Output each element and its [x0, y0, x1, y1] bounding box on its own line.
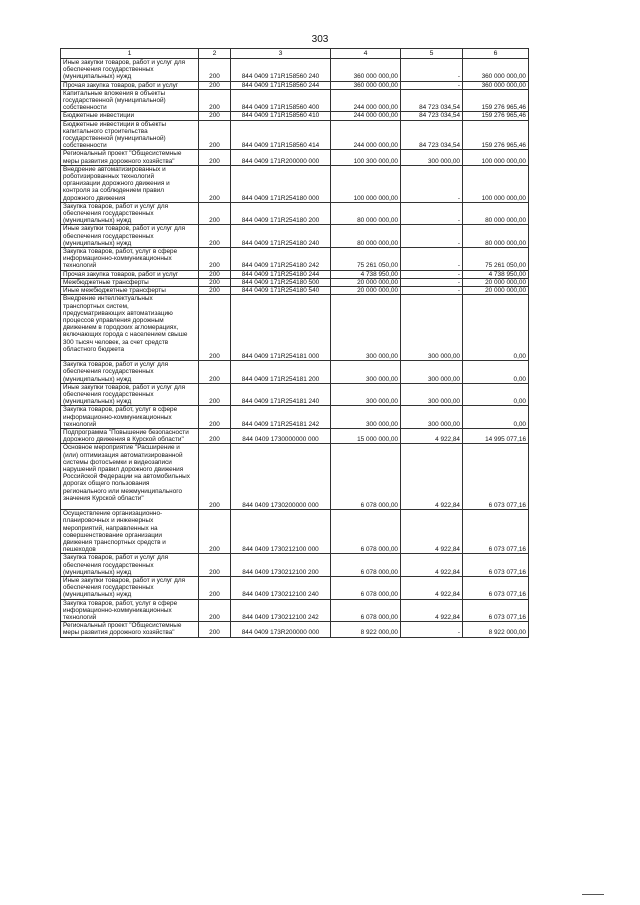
row-code-cell: 200 [199, 225, 231, 248]
unexecuted-amount-cell: 0,00 [463, 295, 529, 361]
classification-code-cell: 844 0409 171R254181 000 [231, 295, 331, 361]
approved-amount-cell: 80 000 000,00 [331, 225, 401, 248]
row-code-cell: 200 [199, 89, 231, 112]
row-code-cell: 200 [199, 361, 231, 384]
table-row [61, 287, 529, 295]
table-row [61, 81, 529, 89]
row-name-cell: Иные закупки товаров, работ и услуг для обеспечения государственных (муниципальных) нужд [61, 59, 199, 82]
row-name-cell: Иные межбюджетные трансферты [61, 287, 199, 295]
unexecuted-amount-cell: 159 276 965,46 [463, 89, 529, 112]
row-code-cell: 200 [199, 383, 231, 406]
row-code-cell: 200 [199, 599, 231, 622]
row-code-cell: 200 [199, 510, 231, 554]
unexecuted-amount-cell: 0,00 [463, 383, 529, 406]
row-code-cell: 200 [199, 112, 231, 120]
unexecuted-amount-cell: 20 000 000,00 [463, 287, 529, 295]
executed-amount-cell: - [401, 202, 463, 225]
approved-amount-cell: 6 078 000,00 [331, 554, 401, 577]
classification-code-cell: 844 0409 171R254181 242 [231, 406, 331, 429]
row-code-cell: 200 [199, 248, 231, 271]
unexecuted-amount-cell: 360 000 000,00 [463, 59, 529, 82]
row-name-cell: Закупка товаров, работ, услуг в сфере информационно-коммуникационных технологий [61, 599, 199, 622]
row-name-cell: Межбюджетные трансферты [61, 278, 199, 286]
row-name-cell: Капитальные вложения в объекты государственной (муниципальной) собственности [61, 89, 199, 112]
unexecuted-amount-cell: 0,00 [463, 406, 529, 429]
executed-amount-cell: 84 723 034,54 [401, 112, 463, 120]
unexecuted-amount-cell: 14 995 077,16 [463, 428, 529, 443]
row-name-cell: Иные закупки товаров, работ и услуг для обеспечения государственных (муниципальных) нужд [61, 383, 199, 406]
row-code-cell: 200 [199, 270, 231, 278]
table-row [61, 295, 529, 361]
row-code-cell: 200 [199, 287, 231, 295]
column-header: 3 [231, 49, 331, 59]
row-name-cell: Закупка товаров, работ и услуг для обеспечения государственных (муниципальных) нужд [61, 202, 199, 225]
approved-amount-cell: 6 078 000,00 [331, 510, 401, 554]
approved-amount-cell: 300 000,00 [331, 383, 401, 406]
executed-amount-cell: 300 000,00 [401, 150, 463, 165]
row-code-cell: 200 [199, 202, 231, 225]
table-header-row [61, 49, 529, 59]
classification-code-cell: 844 0409 1730212100 000 [231, 510, 331, 554]
executed-amount-cell: 300 000,00 [401, 295, 463, 361]
column-header: 2 [199, 49, 231, 59]
executed-amount-cell: 300 000,00 [401, 383, 463, 406]
table-row [61, 165, 529, 202]
classification-code-cell: 844 0409 171R158560 400 [231, 89, 331, 112]
executed-amount-cell: 4 922,84 [401, 510, 463, 554]
unexecuted-amount-cell: 4 738 950,00 [463, 270, 529, 278]
approved-amount-cell: 100 000 000,00 [331, 165, 401, 202]
table-row [61, 510, 529, 554]
row-code-cell: 200 [199, 81, 231, 89]
classification-code-cell: 844 0409 171R254181 200 [231, 361, 331, 384]
unexecuted-amount-cell: 8 922 000,00 [463, 622, 529, 637]
executed-amount-cell: - [401, 59, 463, 82]
classification-code-cell: 844 0409 1730000000 000 [231, 428, 331, 443]
approved-amount-cell: 360 000 000,00 [331, 81, 401, 89]
row-code-cell: 200 [199, 150, 231, 165]
row-code-cell: 200 [199, 295, 231, 361]
table-row [61, 59, 529, 82]
classification-code-cell: 844 0409 171R158560 410 [231, 112, 331, 120]
table-row [61, 225, 529, 248]
executed-amount-cell: 84 723 034,54 [401, 89, 463, 112]
row-code-cell: 200 [199, 428, 231, 443]
table-row [61, 383, 529, 406]
classification-code-cell: 844 0409 171R254180 500 [231, 278, 331, 286]
executed-amount-cell: - [401, 248, 463, 271]
row-name-cell: Иные закупки товаров, работ и услуг для обеспечения государственных (муниципальных) нужд [61, 225, 199, 248]
classification-code-cell: 844 0409 171R200000 000 [231, 150, 331, 165]
executed-amount-cell: 4 922,84 [401, 444, 463, 510]
column-header: 1 [61, 49, 199, 59]
unexecuted-amount-cell: 360 000 000,00 [463, 81, 529, 89]
unexecuted-amount-cell: 159 276 965,46 [463, 112, 529, 120]
table-row [61, 444, 529, 510]
approved-amount-cell: 300 000,00 [331, 406, 401, 429]
classification-code-cell: 844 0409 171R158560 414 [231, 120, 331, 150]
row-name-cell: Бюджетные инвестиции в объекты капитального строительства государственной (муниципальной) собственности [61, 120, 199, 150]
classification-code-cell: 844 0409 171R254180 000 [231, 165, 331, 202]
classification-code-cell: 844 0409 171R254180 244 [231, 270, 331, 278]
table-row [61, 248, 529, 271]
table-row [61, 120, 529, 150]
approved-amount-cell: 100 300 000,00 [331, 150, 401, 165]
row-code-cell: 200 [199, 622, 231, 637]
row-name-cell: Региональный проект "Общесистемные меры развития дорожного хозяйства" [61, 150, 199, 165]
approved-amount-cell: 6 078 000,00 [331, 577, 401, 600]
unexecuted-amount-cell: 80 000 000,00 [463, 202, 529, 225]
executed-amount-cell: 4 922,84 [401, 554, 463, 577]
unexecuted-amount-cell: 6 073 077,16 [463, 554, 529, 577]
executed-amount-cell: - [401, 278, 463, 286]
row-code-cell: 200 [199, 554, 231, 577]
classification-code-cell: 844 0409 1730212100 240 [231, 577, 331, 600]
row-code-cell: 200 [199, 120, 231, 150]
classification-code-cell: 844 0409 1730212100 200 [231, 554, 331, 577]
row-name-cell: Бюджетные инвестиции [61, 112, 199, 120]
executed-amount-cell: 300 000,00 [401, 406, 463, 429]
executed-amount-cell: 4 922,84 [401, 577, 463, 600]
table-row [61, 202, 529, 225]
table-row [61, 599, 529, 622]
classification-code-cell: 844 0409 1730200000 000 [231, 444, 331, 510]
row-name-cell: Закупка товаров, работ, услуг в сфере информационно-коммуникационных технологий [61, 248, 199, 271]
executed-amount-cell: - [401, 622, 463, 637]
classification-code-cell: 844 0409 171R158560 244 [231, 81, 331, 89]
page-number: 303 [311, 34, 329, 45]
row-code-cell: 200 [199, 59, 231, 82]
executed-amount-cell: - [401, 287, 463, 295]
executed-amount-cell: - [401, 165, 463, 202]
classification-code-cell: 844 0409 171R254180 540 [231, 287, 331, 295]
executed-amount-cell: 4 922,84 [401, 599, 463, 622]
table-row [61, 577, 529, 600]
table-row [61, 361, 529, 384]
approved-amount-cell: 6 078 000,00 [331, 599, 401, 622]
approved-amount-cell: 4 738 950,00 [331, 270, 401, 278]
classification-code-cell: 844 0409 171R254181 240 [231, 383, 331, 406]
classification-code-cell: 844 0409 171R254180 200 [231, 202, 331, 225]
approved-amount-cell: 8 922 000,00 [331, 622, 401, 637]
row-name-cell: Основное мероприятие "Расширение и (или) оптимизация автоматизированной системы фотосъемки и видеозаписи нарушений правил дорожного движения Российской Федерации на автомобильных дорогах общего пользования регионального или межмуниципального значения Курской области" [61, 444, 199, 510]
classification-code-cell: 844 0409 1730212100 242 [231, 599, 331, 622]
approved-amount-cell: 80 000 000,00 [331, 202, 401, 225]
approved-amount-cell: 300 000,00 [331, 295, 401, 361]
approved-amount-cell: 20 000 000,00 [331, 287, 401, 295]
table-row [61, 554, 529, 577]
column-header: 4 [331, 49, 401, 59]
table-row [61, 406, 529, 429]
approved-amount-cell: 15 000 000,00 [331, 428, 401, 443]
row-code-cell: 200 [199, 444, 231, 510]
table-body [61, 59, 529, 638]
column-header: 5 [401, 49, 463, 59]
row-name-cell: Осуществление организационно- планировочных и инженерных мероприятий, направленных на совершенствование организации движения транспортных средств и пешеходов [61, 510, 199, 554]
unexecuted-amount-cell: 159 276 965,46 [463, 120, 529, 150]
executed-amount-cell: 84 723 034,54 [401, 120, 463, 150]
table-row [61, 89, 529, 112]
row-code-cell: 200 [199, 165, 231, 202]
row-name-cell: Подпрограмма "Повышение безопасности дорожного движения в Курской области" [61, 428, 199, 443]
approved-amount-cell: 360 000 000,00 [331, 59, 401, 82]
unexecuted-amount-cell: 0,00 [463, 361, 529, 384]
table-row [61, 278, 529, 286]
row-name-cell: Прочая закупка товаров, работ и услуг [61, 270, 199, 278]
table-row [61, 112, 529, 120]
approved-amount-cell: 244 000 000,00 [331, 89, 401, 112]
classification-code-cell: 844 0409 173R200000 000 [231, 622, 331, 637]
row-name-cell: Иные закупки товаров, работ и услуг для обеспечения государственных (муниципальных) нужд [61, 577, 199, 600]
approved-amount-cell: 75 261 050,00 [331, 248, 401, 271]
unexecuted-amount-cell: 6 073 077,16 [463, 444, 529, 510]
row-name-cell: Внедрение интеллектуальных транспортных систем, предусматривающих автоматизацию процессов управления дорожным движением в городских агломерациях, включающих города с населением свыше 300 тысяч человек, за счет средств областного бюджета [61, 295, 199, 361]
row-name-cell: Закупка товаров, работ и услуг для обеспечения государственных (муниципальных) нужд [61, 554, 199, 577]
approved-amount-cell: 300 000,00 [331, 361, 401, 384]
classification-code-cell: 844 0409 171R254180 242 [231, 248, 331, 271]
approved-amount-cell: 6 078 000,00 [331, 444, 401, 510]
row-name-cell: Внедрение автоматизированных и роботизированных технологий организации дорожного движения и контроля за соблюдением правил дорожного движения [61, 165, 199, 202]
table-row [61, 428, 529, 443]
executed-amount-cell: - [401, 81, 463, 89]
row-name-cell: Закупка товаров, работ, услуг в сфере информационно-коммуникационных технологий [61, 406, 199, 429]
table-row [61, 150, 529, 165]
row-code-cell: 200 [199, 406, 231, 429]
unexecuted-amount-cell: 100 000 000,00 [463, 165, 529, 202]
row-code-cell: 200 [199, 278, 231, 286]
executed-amount-cell: - [401, 225, 463, 248]
unexecuted-amount-cell: 6 073 077,16 [463, 510, 529, 554]
executed-amount-cell: 4 922,84 [401, 428, 463, 443]
unexecuted-amount-cell: 6 073 077,16 [463, 577, 529, 600]
executed-amount-cell: 300 000,00 [401, 361, 463, 384]
row-code-cell: 200 [199, 577, 231, 600]
table-row [61, 270, 529, 278]
table-row [61, 622, 529, 637]
row-name-cell: Региональный проект "Общесистемные меры развития дорожного хозяйства" [61, 622, 199, 637]
classification-code-cell: 844 0409 171R158560 240 [231, 59, 331, 82]
page-corner-line [582, 894, 604, 895]
classification-code-cell: 844 0409 171R254180 240 [231, 225, 331, 248]
approved-amount-cell: 244 000 000,00 [331, 120, 401, 150]
column-header: 6 [463, 49, 529, 59]
unexecuted-amount-cell: 100 000 000,00 [463, 150, 529, 165]
row-name-cell: Прочая закупка товаров, работ и услуг [61, 81, 199, 89]
row-name-cell: Закупка товаров, работ и услуг для обеспечения государственных (муниципальных) нужд [61, 361, 199, 384]
unexecuted-amount-cell: 20 000 000,00 [463, 278, 529, 286]
unexecuted-amount-cell: 75 261 050,00 [463, 248, 529, 271]
approved-amount-cell: 244 000 000,00 [331, 112, 401, 120]
unexecuted-amount-cell: 80 000 000,00 [463, 225, 529, 248]
budget-table [60, 48, 529, 638]
unexecuted-amount-cell: 6 073 077,16 [463, 599, 529, 622]
approved-amount-cell: 20 000 000,00 [331, 278, 401, 286]
executed-amount-cell: - [401, 270, 463, 278]
